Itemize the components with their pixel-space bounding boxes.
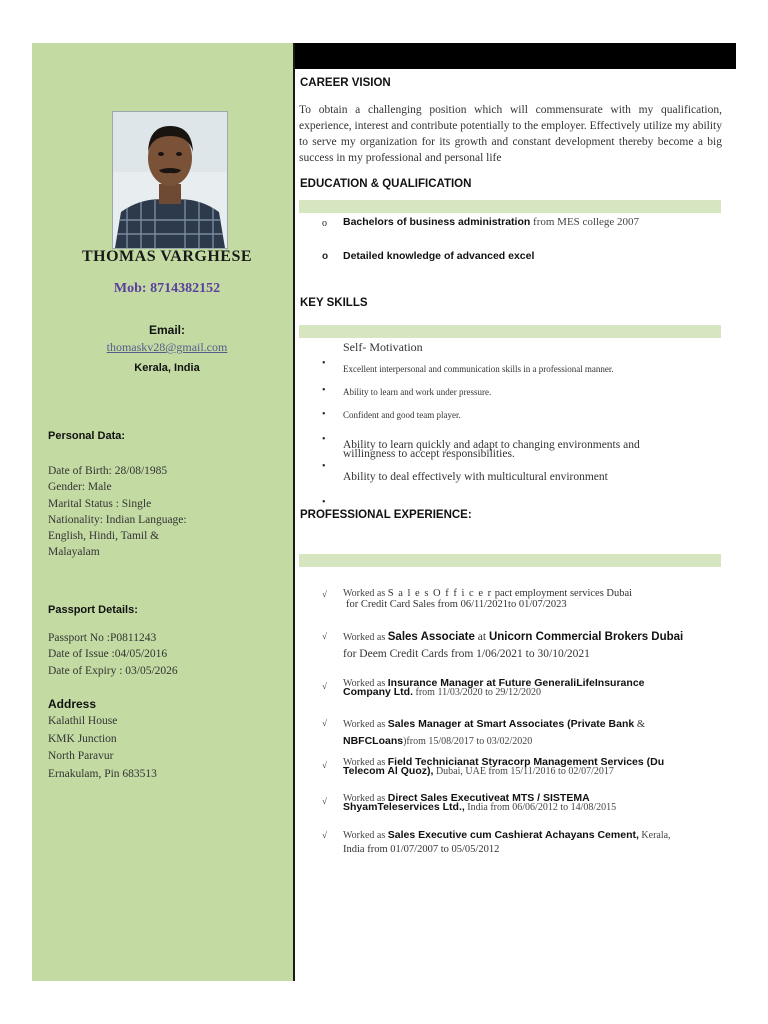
check-icon: √ [322,681,327,691]
at-text: at [474,631,489,643]
header-bar [295,43,736,69]
languages: English, Hindi, Tamil & [48,530,160,543]
personal-data-list [48,463,278,561]
bullet-icon: • [322,497,326,508]
worked-as: Worked as [343,632,388,643]
experience-item [343,794,723,812]
college: from MES college 2007 [530,216,640,228]
degree: Bachelors of business administration [343,216,531,228]
nationality: Nationality: Indian Language: [48,513,187,526]
education-item [343,216,639,228]
key-skills-heading: KEY SKILLS [300,297,368,309]
experience-item [343,629,723,662]
passport-list [48,630,278,679]
experience-item [343,679,723,697]
check-icon: √ [322,760,327,770]
gender: Gender: Male [48,481,112,494]
job-title: Field Technicianat Styracorp Management Services (Du [387,756,665,768]
job-title: Sales Associate [387,631,475,643]
employer: Company Ltd. [343,686,413,698]
check-icon: √ [322,830,327,840]
skill-item: Confident and good team player. [343,410,461,420]
mobile-number: Mob: 8714382152 [113,281,221,296]
job-title: Sales Manager at Smart Associates (Private Bank [387,718,635,730]
employer: ShyamTeleservices Ltd., [343,801,465,813]
employer: NBFCLoans [343,735,404,747]
profile-photo [112,111,228,249]
dob: Date of Birth: 28/08/1985 [48,465,168,477]
job-title: S a l e s O f f i c e r [387,588,493,599]
address-line: KMK Junction [48,732,117,745]
education-heading: EDUCATION & QUALIFICATION [300,178,472,190]
candidate-name: THOMAS VARGHESE [81,248,253,265]
job-title: Sales Executive cum Cashierat Achayans Cement, [387,829,639,841]
bullet-icon: • [322,461,326,472]
employer: pact employment services Dubai [492,588,633,599]
worked-as: Worked as [343,588,388,599]
experience-heading: PROFESSIONAL EXPERIENCE: [300,509,472,521]
section-band [299,554,721,567]
skill-item: Ability to learn and work under pressure. [343,387,492,397]
section-band [299,200,721,213]
bullet-icon: • [322,434,326,445]
skill-item: Self- Motivation [343,340,423,354]
bullet-icon: • [322,385,326,396]
worked-as: Worked as [343,719,388,730]
worked-as: Worked as [343,793,388,804]
worked-as: Worked as [343,678,388,689]
skill-item: Ability to deal effectively with multicultural environment [343,471,608,483]
bullet-icon: o [322,251,329,262]
check-icon: √ [322,631,327,641]
job-period: )from 15/08/2017 to 03/02/2020 [403,736,533,747]
marital-status: Marital Status : Single [48,497,152,510]
location: Kerala, [638,830,671,841]
career-vision-text: To obtain a challenging position which will commensurate with my qualification, experience, interest and contribute potentially to the employer. Effectively utilize my ability to serve my organization for its growth and constant development thereby become a big success in my professional and personal life [299,104,722,164]
passport-issue: Date of Issue :04/05/2016 [48,648,168,661]
job-period: India from 01/07/2007 to 05/05/2012 [343,844,500,855]
section-band [299,325,721,338]
passport-heading: Passport Details: [48,604,138,616]
and-text: & [634,719,646,730]
career-vision-heading: CAREER VISION [300,77,391,89]
skill-excel: Detailed knowledge of advanced excel [343,250,535,262]
check-icon: √ [322,589,327,599]
employer: Unicorn Commercial Brokers Dubai [488,631,684,643]
job-period: Dubai, UAE from 15/11/2016 to 02/07/2017 [433,766,614,777]
email-link[interactable]: thomaskv28@gmail.com [106,340,228,354]
experience-item [343,828,723,857]
employer: Telecom Al Quoz), [343,765,434,777]
passport-number: Passport No :P0811243 [48,632,157,644]
bullet-icon: • [322,409,326,420]
address-heading: Address [48,697,97,711]
experience-item [343,716,723,750]
address-line: Ernakulam, Pin 683513 [48,767,157,780]
personal-data-heading: Personal Data: [48,430,126,442]
address-list [48,713,278,783]
check-icon: √ [322,718,327,728]
job-period: for Deem Credit Cards from 1/06/2021 to 30/10/2021 [343,648,590,660]
worked-as: Worked as [343,830,388,841]
job-title: Insurance Manager at Future GeneraliLifeInsurance [387,677,645,689]
column-divider [293,43,295,981]
skill-item: Ability to learn quickly and adapt to changing environments and willingness to accept responsibilities. [343,439,640,460]
education-item [343,250,534,262]
experience-item [343,758,723,776]
address-line: North Paravur [48,750,114,762]
job-period: for Credit Card Sales from 06/11/2021to 01/07/2023 [346,599,567,610]
check-icon: √ [322,796,327,806]
address-line: Kalathil House [48,715,118,727]
job-title: Direct Sales Executiveat MTS / SISTEMA [387,792,590,804]
experience-item [343,588,723,610]
worked-as: Worked as [343,757,388,768]
skill-item: Excellent interpersonal and communication skills in a professional manner. [343,364,614,374]
bullet-icon: o [322,218,327,229]
passport-expiry: Date of Expiry : 03/05/2026 [48,664,178,677]
email-label: Email: [148,323,185,337]
bullet-icon: • [322,358,326,369]
job-period: India from 06/06/2012 to 14/08/2015 [464,802,617,813]
languages-cont: Malayalam [48,546,100,559]
job-period: from 11/03/2020 to 29/12/2020 [413,687,541,698]
location: Kerala, India [134,362,200,374]
